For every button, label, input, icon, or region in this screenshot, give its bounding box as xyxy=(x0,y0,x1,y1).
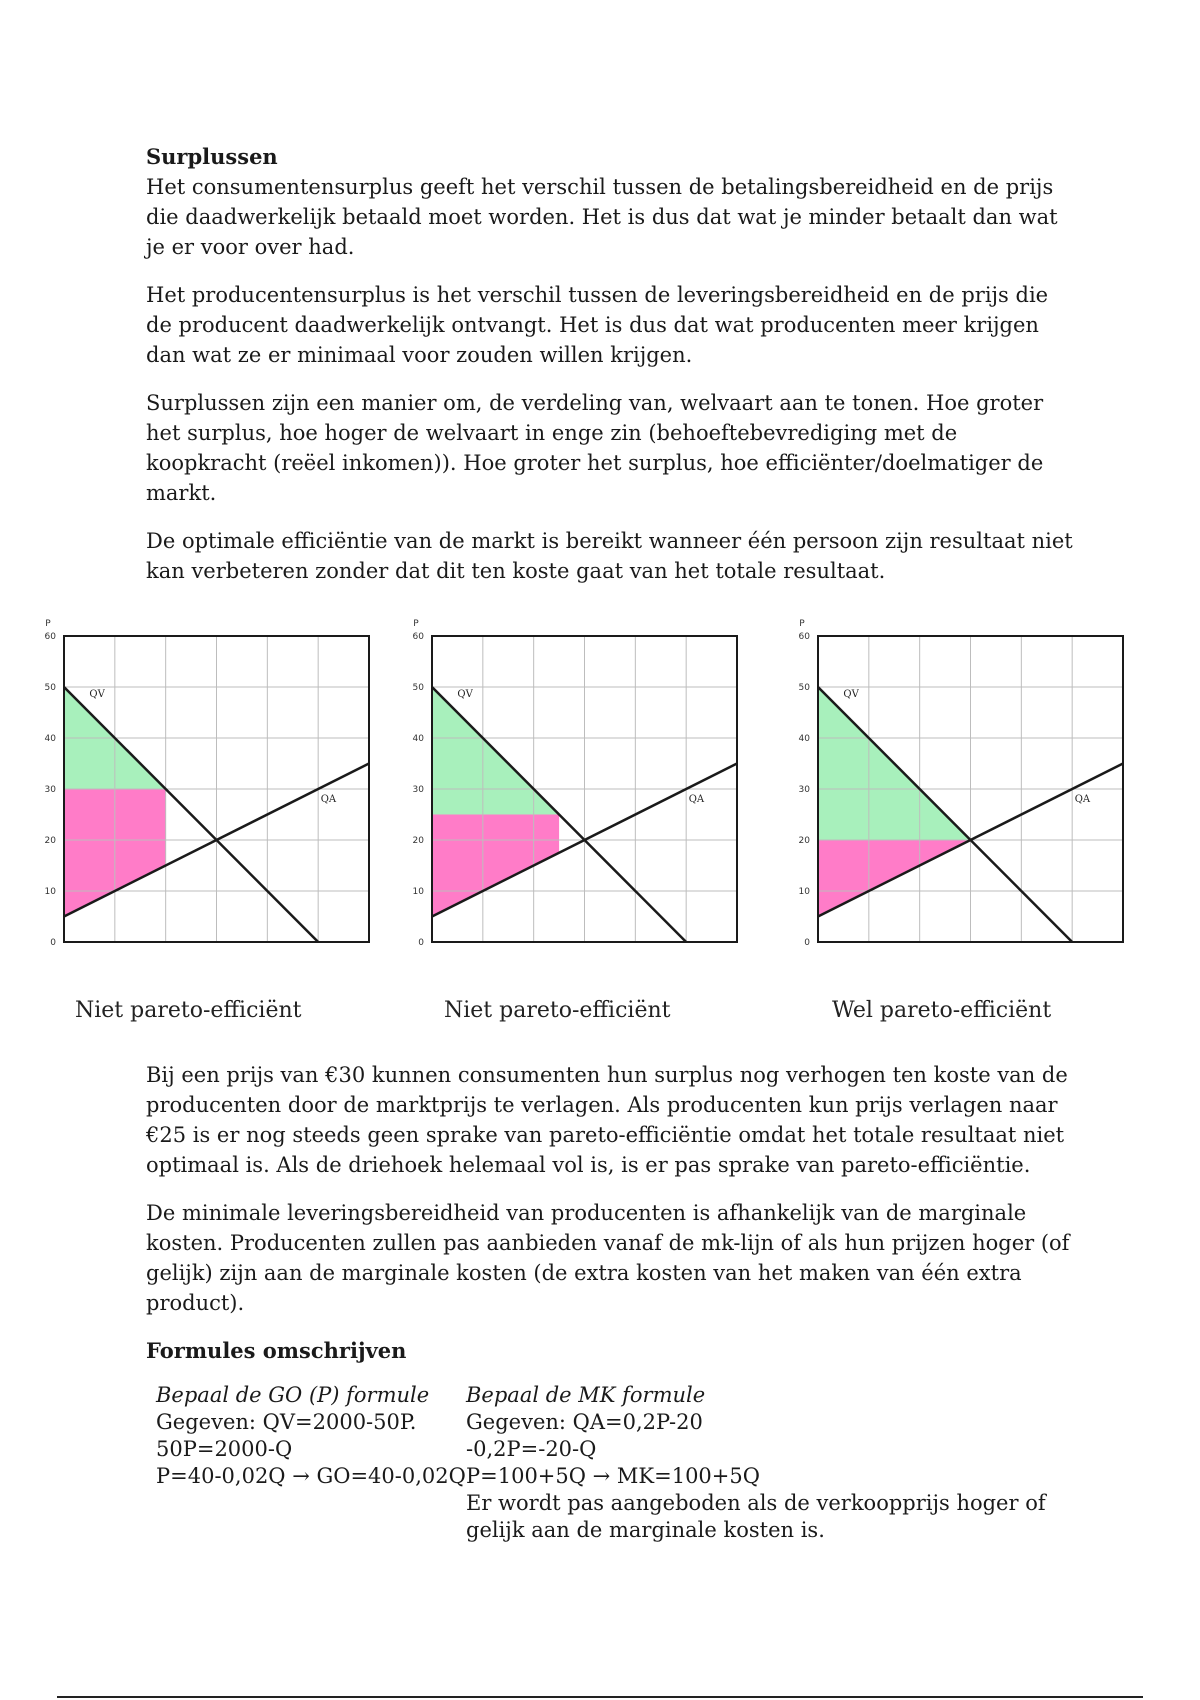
paragraph-price-example: Bij een prijs van €30 kunnen consumenten hun surplus nog verhogen ten koste van de producenten door de marktprijs te verlagen. Als producenten kun prijs verlagen naar €25 is er nog steeds geen sprake van pareto-efficiëntie omdat het totale resultaat niet optimaal is. Als de driehoek helemaal vol is, is er pas sprake van pareto-efficiëntie. xyxy=(146,1063,1068,1177)
formula-go-line: 50P=2000-Q xyxy=(156,1437,293,1461)
formula-go-title: Bepaal de GO (P) formule xyxy=(156,1383,430,1407)
y-tick-label: 40 xyxy=(798,734,810,744)
y-tick-label: 0 xyxy=(418,938,424,948)
y-tick-label: 30 xyxy=(798,785,810,795)
y-tick-label: 40 xyxy=(44,734,56,744)
producer-surplus-area xyxy=(432,815,559,917)
y-tick-label: 60 xyxy=(44,632,56,642)
y-axis-label: P xyxy=(45,619,51,629)
chart-1-svg xyxy=(40,616,400,986)
chart-3-caption: Wel pareto-efficiënt xyxy=(832,998,1052,1023)
y-tick-label: 40 xyxy=(412,734,424,744)
paragraph-efficiency: De optimale efficiëntie van de markt is bereikt wanneer één persoon zijn resultaat niet kan verbeteren zonder dat dit ten koste gaat van het totale resultaat. xyxy=(146,529,1073,583)
chart-2-caption: Niet pareto-efficiënt xyxy=(444,998,671,1023)
formula-mk-line: P=100+5Q → MK=100+5Q xyxy=(466,1464,760,1488)
y-tick-label: 10 xyxy=(44,887,56,897)
y-tick-label: 20 xyxy=(412,836,424,846)
y-tick-label: 30 xyxy=(44,785,56,795)
y-tick-label: 50 xyxy=(798,683,810,693)
chart-3-svg xyxy=(794,616,1154,986)
supply-label: QA xyxy=(1074,793,1091,805)
y-tick-label: 60 xyxy=(412,632,424,642)
paragraph-producer-surplus: Het producentensurplus is het verschil tussen de leveringsbereidheid en de prijs die de producent daadwerkelijk ontvangt. Het is dus dat wat producenten meer krijgen dan wat ze er minimaal voor zouden willen krijgen. xyxy=(146,283,1049,367)
y-tick-label: 50 xyxy=(412,683,424,693)
demand-label: QV xyxy=(457,689,473,701)
chart-1-caption: Niet pareto-efficiënt xyxy=(75,998,302,1023)
y-axis-label: P xyxy=(799,619,805,629)
y-tick-label: 0 xyxy=(50,938,56,948)
formula-mk-line: Gegeven: QA=0,2P-20 xyxy=(466,1410,703,1434)
demand-label: QV xyxy=(843,689,859,701)
y-tick-label: 10 xyxy=(798,887,810,897)
y-tick-label: 10 xyxy=(412,887,424,897)
charts-row xyxy=(0,616,1200,1036)
paragraph-welfare: Surplussen zijn een manier om, de verdeling van, welvaart aan te tonen. Hoe groter het surplus, hoe hoger de welvaart in enge zin (behoeftebevrediging met de koopkracht (reëel inkomen)). Hoe groter het surplus, hoe efficiënter/doelmatiger de markt. xyxy=(146,391,1044,505)
y-tick-label: 20 xyxy=(44,836,56,846)
paragraph-consumer-surplus: Het consumentensurplus geeft het verschil tussen de betalingsbereidheid en de prijs die daadwerkelijk betaald moet worden. Het is dus dat wat je minder betaalt dan wat je er voor over had. xyxy=(146,175,1058,259)
formula-mk-note: Er wordt pas aangeboden als de verkoopprijs hoger of gelijk aan de marginale kosten is. xyxy=(466,1491,1046,1542)
demand-label: QV xyxy=(89,689,105,701)
section-heading-formules: Formules omschrijven xyxy=(146,1338,407,1363)
y-tick-label: 20 xyxy=(798,836,810,846)
formula-go-line: P=40-0,02Q → GO=40-0,02Q xyxy=(156,1464,466,1488)
y-tick-label: 60 xyxy=(798,632,810,642)
y-tick-label: 50 xyxy=(44,683,56,693)
y-tick-label: 30 xyxy=(412,785,424,795)
chart-3 xyxy=(794,616,1154,1023)
text-block xyxy=(146,142,1076,604)
chart-1 xyxy=(40,616,400,1023)
paragraph-marginal-costs: De minimale leveringsbereidheid van producenten is afhankelijk van de marginale kosten. Producenten zullen pas aanbieden vanaf de mk-lijn of als hun prijzen hoger (of gelijk) zijn aan de marginale kosten (de extra kosten van het maken van één extra product). xyxy=(146,1201,1070,1315)
section-heading-surplussen: Surplussen xyxy=(146,144,278,169)
formula-mk-title: Bepaal de MK formule xyxy=(466,1383,706,1407)
formula-go-line: Gegeven: QV=2000-50P. xyxy=(156,1410,417,1434)
supply-label: QA xyxy=(320,793,337,805)
supply-label: QA xyxy=(688,793,705,805)
footer-divider xyxy=(57,1696,1143,1698)
chart-2-svg xyxy=(408,616,768,986)
chart-2 xyxy=(408,616,768,1023)
text-block-2 xyxy=(146,1060,1076,1384)
y-axis-label: P xyxy=(413,619,419,629)
formula-col-go xyxy=(156,1382,466,1490)
formula-mk-line: -0,2P=-20-Q xyxy=(466,1437,597,1461)
formula-col-mk xyxy=(466,1382,1046,1544)
y-tick-label: 0 xyxy=(804,938,810,948)
